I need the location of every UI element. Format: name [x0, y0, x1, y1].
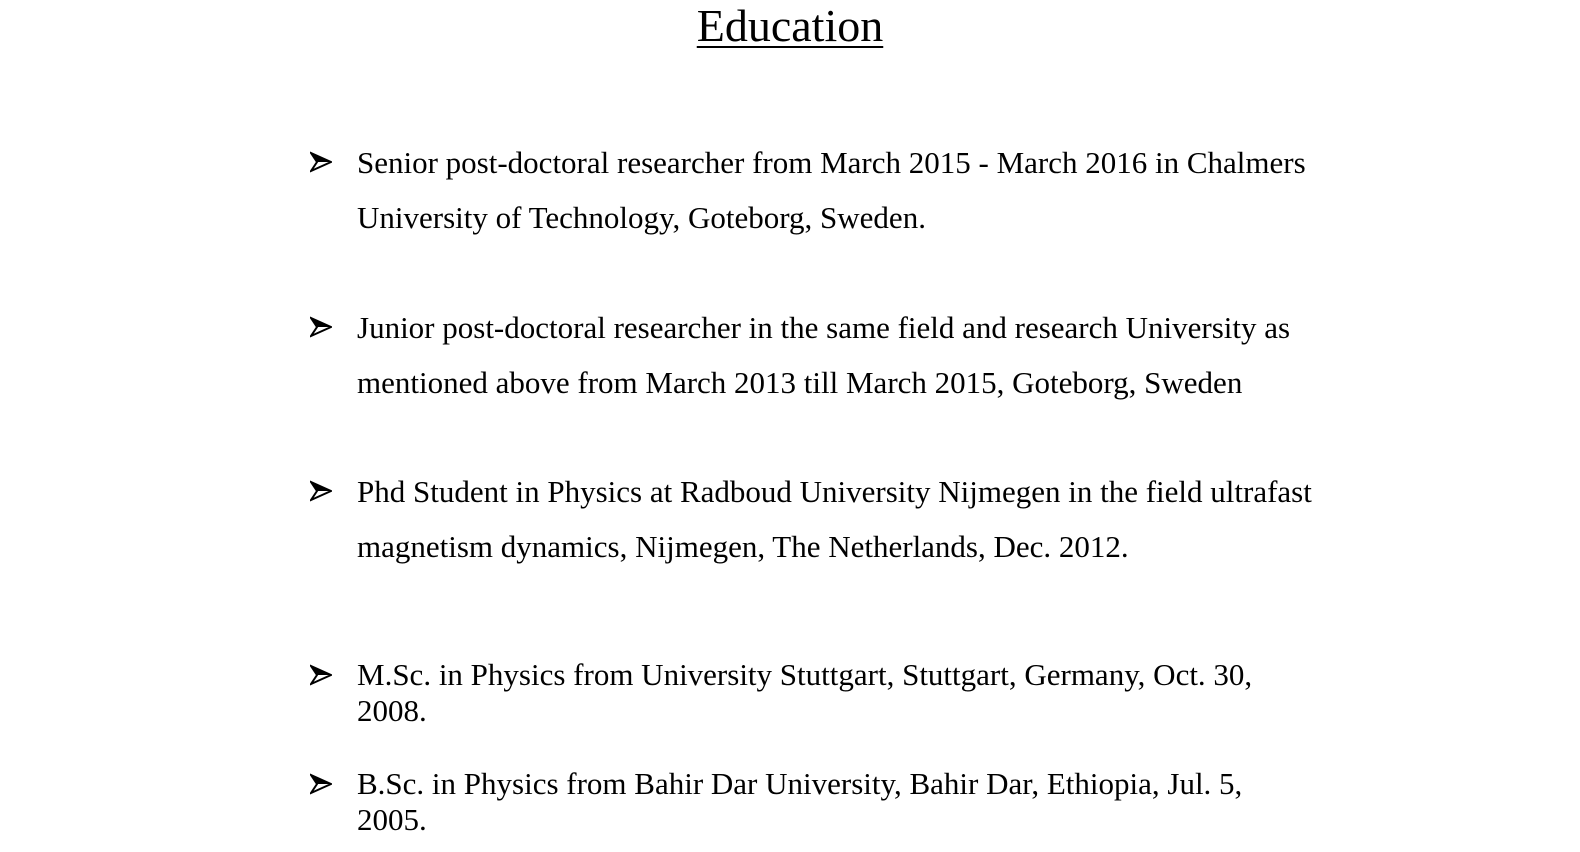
entry-text	[357, 766, 1360, 838]
entry-line-1: B.Sc. in Physics from Bahir Dar University, Bahir Dar, Ethiopia, Jul. 5,	[357, 766, 1243, 801]
education-entry	[310, 766, 1360, 838]
entry-line-2: magnetism dynamics, Nijmegen, The Netherlands, Dec. 2012.	[357, 529, 1129, 564]
entry-text	[357, 464, 1360, 574]
entry-line-2: 2005.	[357, 802, 427, 837]
entry-line-2: 2008.	[357, 693, 427, 728]
entry-text	[357, 135, 1360, 245]
entry-line-1: Junior post-doctoral researcher in the same field and research University as	[357, 310, 1291, 345]
section-title-text: Education	[696, 0, 884, 51]
entry-line-1: Phd Student in Physics at Radboud University Nijmegen in the field ultrafast	[357, 474, 1312, 509]
education-entry	[310, 464, 1360, 574]
arrowhead-bullet-icon	[310, 151, 334, 173]
education-entry	[310, 300, 1360, 410]
arrowhead-bullet-icon	[310, 773, 334, 795]
arrowhead-bullet-icon	[310, 316, 334, 338]
entry-line-1: Senior post-doctoral researcher from March 2015 - March 2016 in Chalmers	[357, 145, 1306, 180]
entry-text	[357, 300, 1360, 410]
section-title	[0, 0, 1580, 56]
entry-text	[357, 657, 1360, 729]
education-entry	[310, 657, 1360, 729]
arrowhead-bullet-icon	[310, 664, 334, 686]
entry-line-1: M.Sc. in Physics from University Stuttgart, Stuttgart, Germany, Oct. 30,	[357, 657, 1253, 692]
entry-line-2: University of Technology, Goteborg, Sweden.	[357, 200, 926, 235]
education-entry	[310, 135, 1360, 245]
entry-line-2: mentioned above from March 2013 till March 2015, Goteborg, Sweden	[357, 365, 1243, 400]
arrowhead-bullet-icon	[310, 480, 334, 502]
